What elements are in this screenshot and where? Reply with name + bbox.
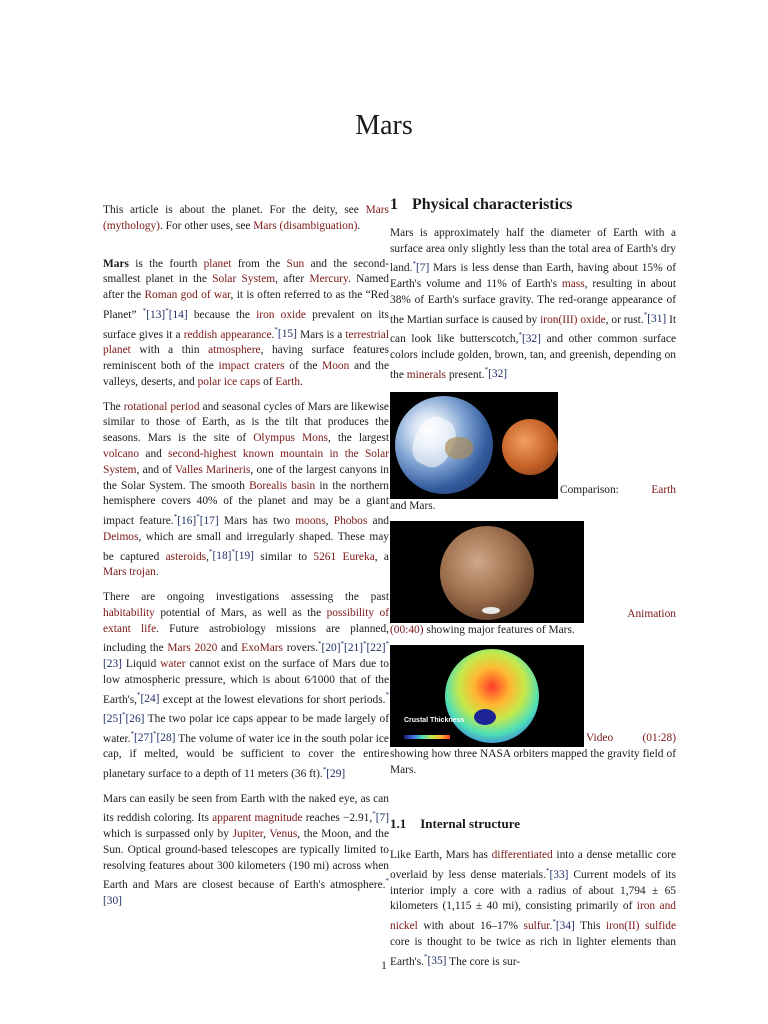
inline-link[interactable]: polar ice caps [197,375,261,388]
figure1-caption-end: and Mars. [390,500,436,513]
text-run: Mars can easily be seen from Earth with the naked eye, as can its reddish coloring. Its [103,792,389,825]
inline-link[interactable]: 5261 Eureka [313,550,375,563]
text-run: that of the Earth's, [103,673,389,706]
text-run: similar to [253,550,314,563]
text-run: The core is sur- [446,955,521,968]
section-title: Physical characteristics [412,196,573,213]
inline-link[interactable]: Sun [286,257,305,270]
text-run: cannot exist on the surface of Mars due to low atmospheric pressure, which is about [103,657,389,686]
text-run: is the fourth [128,257,204,270]
text-run: , a [374,550,389,563]
citation-link[interactable]: *[27] [130,730,153,745]
video-link[interactable]: Video [586,731,614,744]
text-run: Liquid [121,657,161,670]
inline-link[interactable]: Jupiter [232,828,264,841]
inline-link[interactable]: Earth [275,375,301,388]
crustal-thickness-label: Crustal Thickness [404,716,465,724]
mars-globe [502,419,558,475]
citation-link[interactable]: *[28] [153,730,176,745]
figure1-caption-start: Comparison: [560,484,619,497]
text-run: with a thin [130,344,209,357]
citation-link[interactable]: *[25] [103,691,389,725]
text-run: Mars is a [296,328,346,341]
text-run: , after [275,273,310,286]
fraction: 6⁄1000 [304,673,335,686]
text-run: The volume of water ice in the south polar ice cap, if melted, would be sufficient to cover the entire planetary surface to a depth of 11 meters (36 ft). [103,732,389,780]
inline-link[interactable]: volcano [103,447,140,460]
citation-link[interactable]: *[23] [103,640,389,670]
text-run: , having surface features reminiscent both of the [103,344,389,372]
citation-link[interactable]: *[29] [322,766,346,780]
text-run: rovers. [283,642,319,655]
text-run: It can look like butterscotch, [390,313,677,345]
inline-link[interactable]: minerals [406,368,446,381]
citation-link[interactable]: *[15] [274,326,297,341]
text-run: Like Earth, Mars has [390,849,492,862]
figure2-caption [390,623,676,639]
citation-link[interactable]: *[14] [165,306,188,321]
citation-link[interactable]: *[32] [518,331,541,345]
inline-link[interactable]: sulfur [523,919,550,932]
text-run: Mars is less dense than Earth, having about 15% of Earth's volume and 11% of Earth's [390,262,676,290]
text-run: , the Moon, and the Sun. Optical ground-based telescopes are typically limited to resolving features about 300 kilometers (190 mi) across when Earth and Mars are closest because of Earth's atmosphere. [103,828,390,892]
citation-link[interactable]: *[18] [208,548,232,563]
text-run: , [206,550,209,563]
paragraph-visibility [103,792,389,910]
figure-gravity-video [390,645,676,779]
inline-link[interactable]: Olympus Mons [253,432,328,445]
inline-link[interactable]: reddish appearance [183,328,272,341]
right-column [390,196,677,979]
citation-link[interactable]: *[7] [372,810,390,825]
page-number: 1 [381,960,387,972]
citation-link[interactable]: *[31] [643,311,667,326]
citation-link[interactable]: *[16] [173,513,197,527]
text-run: . [357,219,361,232]
text-run: Current models of its interior imply a core with a radius of about 1,794 ± 65 kilometers (1,115 ± 40 mi), consisting primarily of [390,868,677,913]
text-run: , it is often referred to as the “Red Planet” [103,289,389,321]
inline-link[interactable]: rotational period [123,400,200,413]
text-run: This [574,919,606,932]
mars-polar-cap [482,607,500,614]
inline-link[interactable]: Solar System [212,273,276,286]
section-heading-physical [390,197,676,213]
figure-animation [390,521,676,639]
inline-link[interactable]: Roman god of war [144,289,231,302]
text-run: Mars is approximately half the diameter of Earth with a surface area only slightly less than the total area of Earth's dry land. [390,226,676,275]
text-run: present. [446,368,485,381]
inline-link[interactable]: Phobos [333,514,368,527]
text-run: , one of the largest canyons in the Solar System. The smooth [103,463,389,492]
inline-link[interactable]: Borealis basin [249,479,316,492]
inline-link[interactable]: Moon [322,359,350,372]
citation-link[interactable]: *[33] [545,866,569,881]
text-run: with about 16–17% [417,919,524,932]
citation-link[interactable]: *[24] [137,691,160,706]
text-run: , [325,514,334,527]
inline-link[interactable]: apparent magnitude [212,812,303,825]
text-run: except at the lowest elevations for short periods. [159,693,386,706]
crustal-thickness-legend [404,735,450,739]
text-run: The [103,400,124,413]
text-run: , or rust. [605,313,644,326]
text-run: . [155,566,159,579]
earth-landmass [445,437,473,459]
citation-link[interactable]: *[19] [231,548,254,563]
citation-link[interactable]: *[32] [484,366,508,381]
text-run: , and of [136,463,175,476]
animation-link[interactable]: Animation [627,608,676,621]
text-run: reaches −2.91, [302,812,373,825]
gravity-basin [474,709,496,725]
video-duration-link[interactable]: (01:28) [642,731,676,744]
citation-link[interactable]: *[13] [142,306,166,321]
inline-link[interactable]: differentiated [491,849,553,862]
subsection-title: Internal structure [420,816,521,832]
inline-link[interactable]: possibility of extant life [103,606,390,635]
inline-link[interactable]: Deimos [103,530,139,543]
text-run: because the [187,308,257,321]
inline-link[interactable]: second-highest known mountain in the Solar System [103,447,389,476]
text-run: . For other uses, see [159,219,254,232]
intro-paragraph [103,257,389,391]
inline-link[interactable]: Mars 2020 [167,642,218,655]
inline-link[interactable]: atmosphere [208,344,261,357]
text-run: of [260,375,276,388]
text-run: and [217,642,242,655]
earth-mars-comparison-image[interactable] [390,392,558,499]
paragraph-habitability [103,590,389,783]
text-run: , resulting in about 38% of Earth's surface gravity. The red-orange appearance of the Martian surface is caused by [390,277,677,326]
text-run: and [367,514,390,527]
inline-link[interactable]: asteroids [165,550,207,563]
citation-link[interactable]: *[34] [552,918,575,932]
text-run: into a dense metallic core overlaid by less dense materials. [390,849,676,881]
inline-link[interactable]: moons [295,514,326,527]
section-number: 1 [390,196,398,213]
text-run: of the [284,359,323,372]
citation-link[interactable]: *[20] [318,640,341,655]
inline-link[interactable]: iron(II) sulfide [605,919,676,932]
text-run: and the second-smallest planet in the [103,257,389,286]
paragraph-internal-structure [390,848,676,970]
inline-link[interactable]: Mars (mythology) [103,204,389,232]
citation-link[interactable]: *[26] [121,711,145,725]
inline-link[interactable]: water [160,657,186,670]
text-run: prevalent on its surface gives it a [103,308,389,341]
text-run: potential of Mars, as well as the [154,606,327,619]
inline-link[interactable]: Venus [269,828,298,841]
text-run: which is surpassed only by [103,828,233,841]
inline-link[interactable]: Mercury [309,273,348,286]
subsection-number: 1.1 [390,816,407,832]
text-run: and [139,447,169,460]
animation-duration-link[interactable]: (00:40) [390,623,424,636]
page-title: Mars [355,110,413,141]
earth-link[interactable]: Earth [651,484,676,497]
citation-link[interactable]: *[17] [196,513,219,527]
text-run: in the northern hemisphere covers 40% of the planet and may be a giant impact feature. [103,479,389,527]
text-run: , the largest [327,432,389,445]
text-run: The two polar ice caps appear to be made largely of water. [103,712,389,745]
citation-link[interactable]: *[22] [363,640,386,655]
mars-rotating-globe [440,526,534,620]
inline-link[interactable]: ExoMars [241,642,283,655]
left-column [103,203,389,919]
text-run: and other common surface colors include golden, brown, tan, and greenish, depending on the [390,332,676,381]
inline-link[interactable]: habitability [103,606,155,619]
inline-link[interactable]: impact craters [218,359,285,372]
figure3-caption: showing how three NASA orbiters mapped the gravity field of Mars. [390,747,676,776]
text-run: . [300,375,303,388]
paragraph-physical [390,226,676,383]
text-run: . [271,328,275,341]
text-run: There are ongoing investigations assessing the past [103,590,389,603]
text-run: from the [231,257,287,270]
text-run: . Named after the [103,273,389,302]
inline-link[interactable]: Valles Marineris [174,463,251,476]
inline-link[interactable]: Mars (disambiguation) [253,219,358,232]
citation-link[interactable]: *[7] [412,260,430,275]
citation-link[interactable]: *[35] [424,953,447,968]
inline-link[interactable]: terrestrial planet [103,328,389,357]
inline-link[interactable]: iron oxide [256,308,306,321]
paragraph-rotation [103,400,389,581]
text-run: Mars has two [218,514,296,527]
text-run: core is thought to be twice as rich in lighter elements than Earth's. [390,935,676,968]
inline-link[interactable]: iron and nickel [390,900,676,932]
text-run: , [263,828,270,841]
subsection-heading-internal [390,816,676,832]
text-run: . [549,919,553,932]
figure2-caption-text: showing major features of Mars. [423,623,575,636]
gravity-video-player[interactable] [390,645,584,747]
text-run: . Future astrobiology missions are planned, including the [103,622,389,655]
hatnote [103,203,389,235]
text-run: and the valleys, deserts, and [103,359,390,388]
inline-link[interactable]: planet [203,257,232,270]
figure-earth-mars [390,392,676,515]
text-run: and seasonal cycles of Mars are likewise similar to those of Earth, as is the tilt that produces the seasons. Mars is the site of [103,400,389,445]
mars-animation-player[interactable] [390,521,584,623]
text-run: , which are small and irregularly shaped. These may be captured [103,530,389,563]
gravity-map-globe [445,649,539,743]
inline-link[interactable]: Mars trojan [103,566,156,579]
bold-term: Mars [103,257,129,270]
citation-link[interactable]: *[30] [103,877,389,908]
inline-link[interactable]: mass [561,277,585,290]
text-run: This article is about the planet. For the deity, see [103,204,366,216]
citation-link[interactable]: *[21] [340,640,364,655]
inline-link[interactable]: iron(III) oxide [540,313,606,326]
